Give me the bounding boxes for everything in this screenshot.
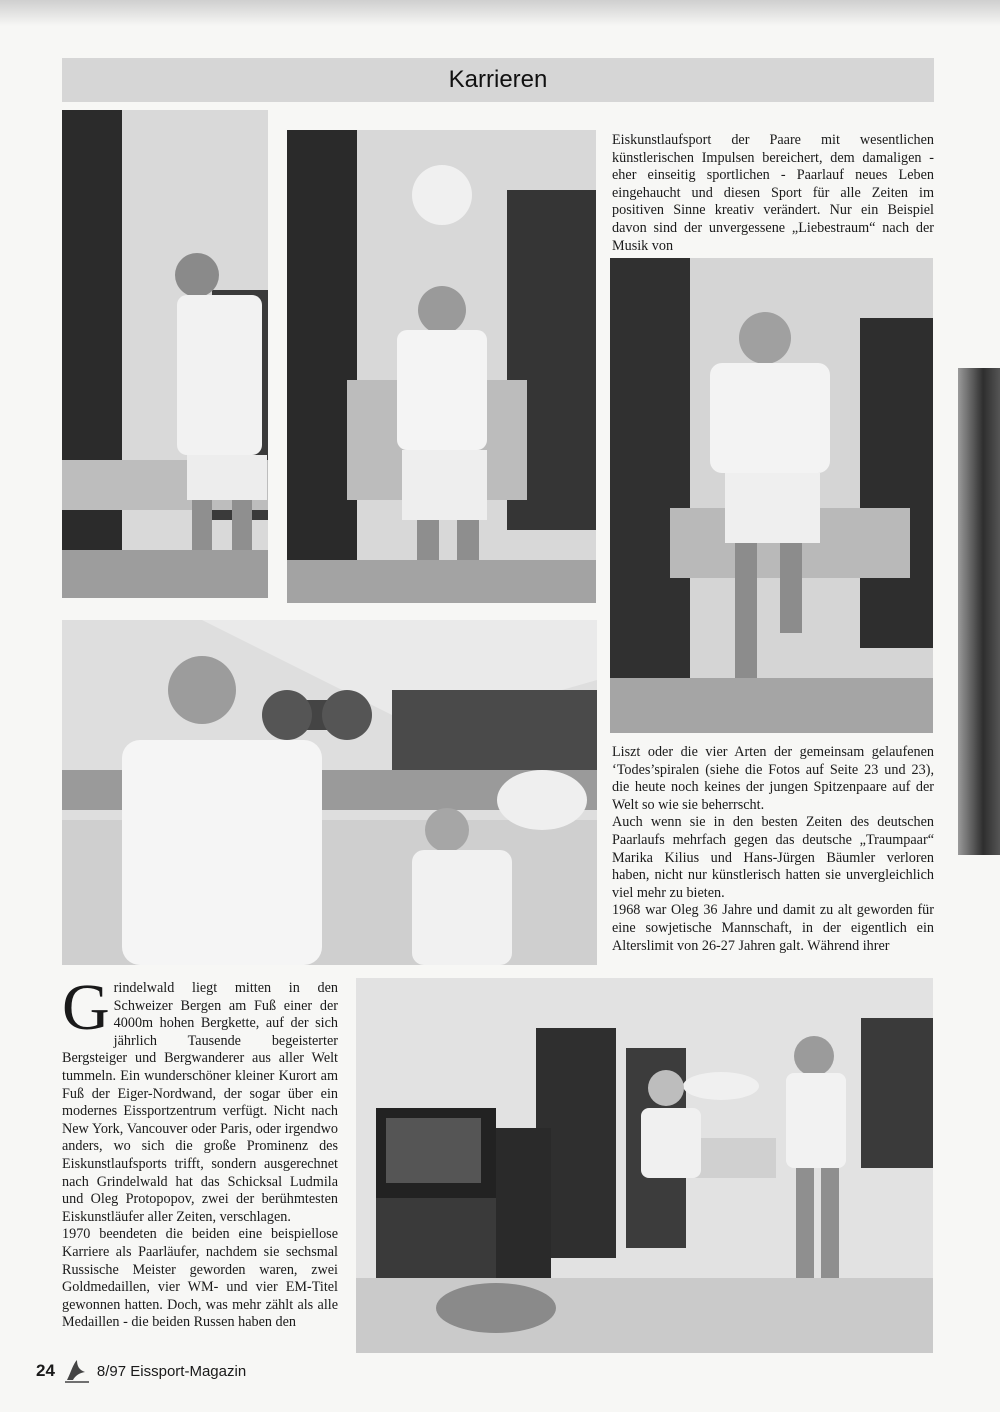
issue-label: 8/97 Eissport-Magazin (96, 1362, 247, 1380)
article-text-left (62, 971, 338, 1332)
paragraph: Eiskunstlaufsport der Paare mit wesentlichen künstlerischen Impulsen bereichert, dem damaligen - eher einseitig sportlichen - Paarlauf neues Leben eingehaucht und diesen Sport für alle Zeiten im positiven Sinne kreativ verändert. Nur ein Beispiel davon sind der unvergessene „Liebestraum“ nach der Musik von (612, 132, 934, 254)
article-text-mid-right (612, 744, 934, 955)
photo-man-arms-raised-balance (287, 130, 596, 603)
drop-cap: G (62, 971, 110, 1044)
paragraph: 1970 beendeten die beiden eine beispiellose Karriere als Paarläufer, nachdem sie sechsmal Russische Meister geworden waren, zwei Goldmedaillen, vier WM- und vier EM-Titel gewonnen hatten. Doch, was mehr zählt als alle Medaillen - die beiden Russen haben den (62, 1226, 338, 1331)
paragraph (62, 971, 338, 1226)
partial-photo-right-edge (958, 368, 1000, 855)
paragraph: Liszt oder die vier Arten der gemeinsam gelaufenen ‘Todes’spiralen (siehe die Fotos auf Seite 23 und 23), die heute noch keines der jungen Spitzenpaare auf der Welt so wie sie beherrscht. (612, 744, 934, 813)
section-title: Karrieren (448, 66, 548, 93)
paragraph-body: rindelwald liegt mitten in den Schweizer Bergen am Fuß einer der 4000m hohen Bergkette, auf der sich jährlich Tausende begeisterter Bergsteiger und Bergwanderer aus aller Welt tummeln. Ein wunderschöner kleiner Kurort am Fuß der Eiger-Nordwand, der sogar über ein modernes Eissportzentrum verfügt. Nicht nach New York, Vancouver oder Paris, oder irgendwo anders, wo sich die große Prominenz des Eiskunstlaufsports trifft, sondern ausgerechnet nach Grindelwald hat das Schicksal Ludmila und Oleg Protopopov, zwei der berühmtesten Eiskunstläufer aller Zeiten, verschlagen. (62, 980, 338, 1225)
photo-balcony-dumbbell (62, 620, 597, 965)
paragraph: 1968 war Oleg 36 Jahre und damit zu alt geworden für eine sowjetische Mannschaft, in der eigentlich ein Alterslimit von 26-27 Jahren galt. Während ihrer (612, 902, 934, 954)
skater-logo-icon (63, 1358, 91, 1384)
page-number: 24 (36, 1361, 55, 1380)
section-header (62, 58, 934, 102)
photo-man-arms-out-exercise (62, 110, 268, 598)
top-edge-strip (0, 0, 1000, 26)
paragraph: Auch wenn sie in den besten Zeiten des deutschen Paarlaufs mehrfach gegen das deutsche „Traumpaar“ Marika Kilius und Hans-Jürgen Bäumler verloren haben, nicht nur künstlerisch hatten sie unvergleichlich viel mehr zu bieten. (612, 814, 934, 901)
photo-living-room-couple (356, 978, 933, 1353)
article-text-top-right (612, 132, 934, 255)
photo-man-one-leg-pose (610, 258, 933, 733)
page-footer (36, 1358, 246, 1384)
